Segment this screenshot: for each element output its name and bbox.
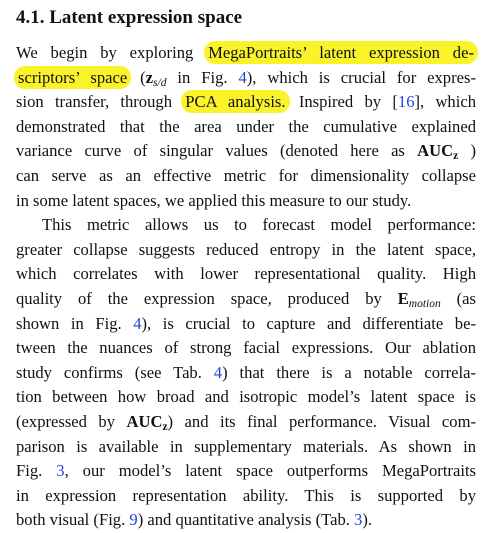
text-span: ) [458, 141, 476, 161]
paragraph-1-line-1 [16, 41, 476, 66]
math-subscript-z: z [453, 150, 459, 163]
text-span: ) that there is a notable correla- [222, 362, 476, 382]
paragraph-2-line-6: tween the nuances of strong facial expressions. Our ablation [16, 338, 476, 358]
paragraph-2-line-12: in expression representation ability. This is supported by [16, 485, 476, 505]
paragraph-2-line-4 [16, 287, 476, 312]
section-title: Latent expression space [49, 7, 243, 28]
highlight-megaportraits-1: MegaPortraits’ latent expression de- [208, 43, 474, 62]
math-subscript-z-2: z [162, 420, 168, 433]
paragraph-1-line-7: in some latent spaces, we applied this measure to our study. [16, 190, 412, 210]
paragraph-2-line-11 [16, 459, 476, 484]
text-span: ) and quantitative analysis (Tab. [137, 510, 355, 530]
paragraph-2-line-8: tion between how broad and isotropic model’s latent space is [16, 387, 476, 407]
section-heading [16, 6, 476, 30]
paper-section [16, 6, 476, 533]
text-span: (as [440, 288, 476, 308]
text-span: ), which is crucial for expres- [246, 67, 476, 87]
section-number: 4.1. [16, 7, 45, 28]
paragraph-2-line-7 [16, 361, 476, 386]
text-span: study confirms (see Tab. [16, 362, 214, 382]
paragraph-2-line-9 [16, 410, 476, 435]
paragraph-2-line-2: greater collapse suggests reduced entropy in the latent space, [16, 239, 476, 259]
text-span: We begin by exploring [16, 43, 207, 62]
citation-link-16[interactable]: 16 [397, 92, 415, 112]
paragraph-2-line-10: parison is available in supplementary materials. As shown in [16, 436, 476, 456]
paragraph-2 [16, 213, 476, 533]
text-span: Inspired by [ [287, 92, 398, 112]
math-subscript-motion: motion [408, 297, 441, 310]
text-span: ). [362, 510, 373, 530]
text-span: ], which [414, 92, 476, 112]
text-span: ( [129, 67, 146, 87]
paragraph-1 [16, 41, 476, 213]
figure-link-9[interactable]: 9 [129, 510, 138, 530]
paragraph-2-line-5 [16, 312, 476, 337]
figure-link-4[interactable]: 4 [238, 67, 247, 87]
highlight-pca-analysis: PCA analysis. [185, 92, 286, 112]
paragraph-1-line-2 [16, 66, 476, 91]
text-span: ) and its final performance. Visual com- [167, 411, 477, 431]
text-span: , our model’s latent space outperforms MegaPortraits [64, 461, 477, 481]
paragraph-1-line-3 [16, 90, 476, 115]
highlight-megaportraits-2: scriptors’ space [18, 67, 128, 87]
table-link-4[interactable]: 4 [213, 362, 223, 382]
figure-link-3[interactable]: 3 [56, 461, 65, 481]
text-span: (expressed by [16, 411, 127, 431]
table-link-3[interactable]: 3 [354, 510, 363, 530]
text-span: Fig. [16, 461, 57, 481]
math-auc-2: AUC [126, 411, 163, 431]
paragraph-1-line-6: can serve as an effective metric for dimensionality collapse [16, 165, 476, 185]
text-span: sion transfer, through [16, 92, 184, 112]
text-span: quality of the expression space, produced by [16, 288, 398, 308]
text-span: in Fig. [166, 67, 239, 87]
text-span: variance curve of singular values (denoted here as [16, 141, 418, 161]
math-z: z [145, 67, 154, 87]
math-e: E [397, 288, 409, 308]
text-span: both visual (Fig. [16, 510, 130, 530]
math-auc: AUC [417, 141, 454, 161]
paragraph-2-line-13 [16, 508, 476, 533]
paragraph-2-line-1: This metric allows us to forecast model performance: [42, 215, 476, 235]
paragraph-1-line-4: demonstrated that the area under the cumulative explained [16, 116, 476, 136]
text-span: shown in Fig. [16, 313, 134, 333]
text-span: ), is crucial to capture and differentiate be- [141, 313, 476, 333]
paragraph-1-line-5 [16, 139, 476, 164]
paragraph-2-line-3: which correlates with lower representational quality. High [16, 264, 476, 284]
figure-link-4b[interactable]: 4 [133, 313, 142, 333]
math-subscript-sd: s/d [153, 76, 167, 89]
